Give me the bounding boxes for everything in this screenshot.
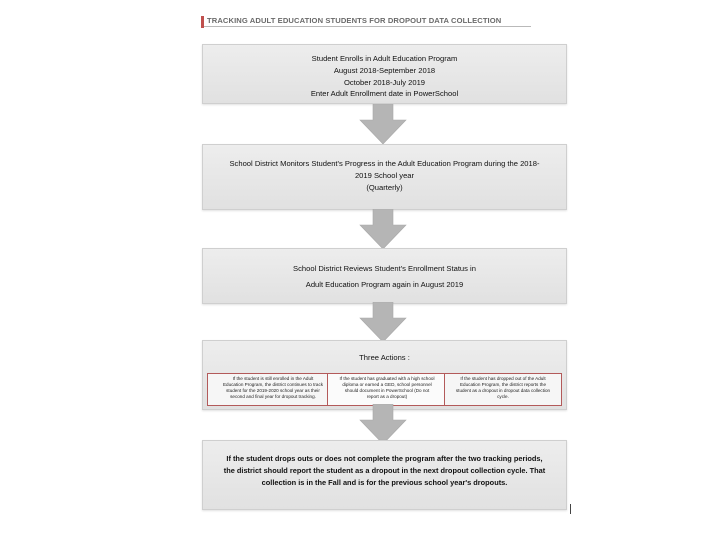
action-text-line: Education Program, the district reports the — [459, 382, 547, 387]
action-box-graduated — [327, 373, 447, 406]
action-text-line: student for the 2019-2020 school year as their — [226, 388, 320, 393]
action-text-line: If the student has dropped out of the Adult — [460, 376, 546, 381]
down-arrow-3 — [358, 302, 408, 342]
step-text-line: School District Reviews Student's Enrollment Status in — [293, 264, 476, 273]
text-cursor-mark — [570, 504, 571, 514]
header-accent-bar — [201, 16, 204, 28]
step-text-line: If the student drops outs or does not complete the program after the two tracking periods, — [226, 454, 543, 463]
step-text-line: (Quarterly) — [366, 182, 403, 192]
action-text-line: If the student is still enrolled in the Adult — [232, 376, 314, 381]
action-text-line: report as a dropout) — [366, 394, 408, 399]
step-text-line: School District Monitors Student's Progress in the Adult Education Program during the 2018- — [229, 159, 540, 168]
down-arrow-2 — [358, 209, 408, 249]
action-text-line: cycle. — [497, 394, 509, 399]
step-text-line: collection is in the Fall and is for the previous school year's dropouts. — [261, 477, 508, 487]
step-text-line: the district should report the student as a dropout in the next dropout collection cycle. That — [223, 465, 546, 475]
action-text-line: second and final year for dropout tracking. — [230, 394, 316, 399]
step-box-enroll — [202, 44, 567, 104]
step-box-review — [202, 248, 567, 304]
step-text-line: October 2018-July 2019 — [343, 77, 426, 87]
step-text-line: Student Enrolls in Adult Education Program — [311, 54, 458, 63]
action-text-line: diploma or earned a GED, school personnel — [342, 382, 432, 387]
step-text-line: Enter Adult Enrollment date in PowerSchool — [310, 89, 459, 99]
step-box-monitor — [202, 144, 567, 210]
step-text-line: August 2018-September 2018 — [333, 65, 436, 75]
page-title: TRACKING ADULT EDUCATION STUDENTS FOR DROPOUT DATA COLLECTION — [207, 16, 502, 25]
actions-title: Three Actions : — [359, 353, 410, 362]
step-text-line: Adult Education Program again in August 2019 — [305, 279, 464, 289]
action-text-line: If the student has graduated with a high school — [339, 376, 435, 381]
down-arrow-4 — [358, 404, 408, 444]
action-text-line: should document in PowerSchool (Do not — [344, 388, 430, 393]
down-arrow-1 — [358, 104, 408, 144]
action-box-still-enrolled — [207, 373, 339, 406]
action-box-dropped-out — [444, 373, 562, 406]
action-text-line: student as a dropout in dropout data collection — [455, 388, 551, 393]
step-box-report-dropout — [202, 440, 567, 510]
step-text-line: 2019 School year — [354, 170, 415, 180]
action-text-line: Education Program, the district continues to track — [222, 382, 324, 387]
